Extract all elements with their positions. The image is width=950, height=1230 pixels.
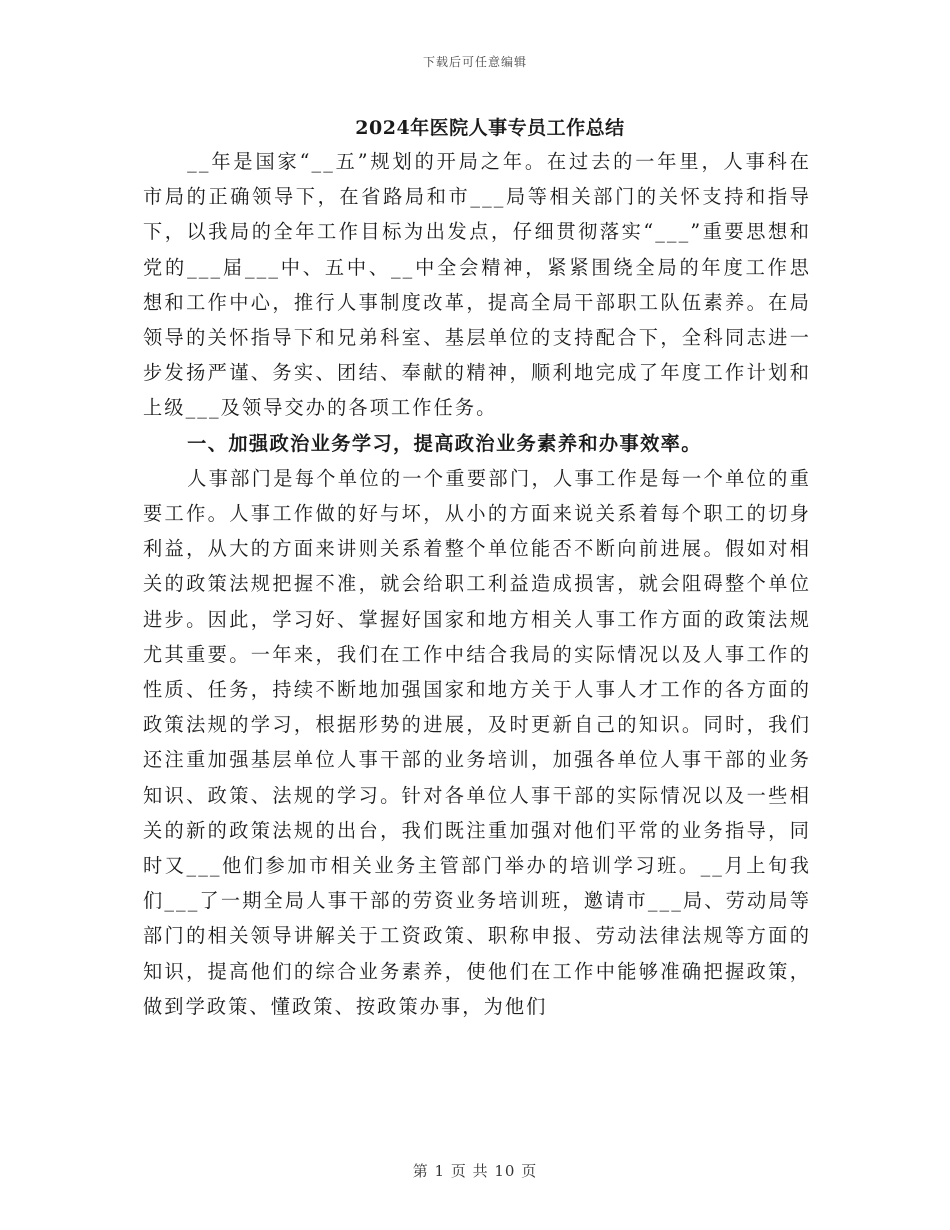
intro-paragraph: __年是国家“__五”规划的开局之年。在过去的一年里，人事科在市局的正确领导下，在省路局和市___局等相关部门的关怀支持和指导下，以我局的全年工作目标为出发点，仔细贯彻落实“___”重要思想和党的___届___中、五中、__中全会精神，紧紧围绕全局的年度工作思想和工作中心，推行人事制度改革，提高全局干部职工队伍素养。在局领导的关怀指导下和兄弟科室、基层单位的支持配合下，全科同志进一步发扬严谨、务实、团结、奉献的精神，顺利地完成了年度工作计划和上级___及领导交办的各项工作任务。	[143, 150, 811, 420]
page-header-note: 下载后可任意编辑	[422, 55, 527, 69]
section-heading-1: 一、加强政治业务学习，提高政治业务素养和办事效率。	[187, 431, 702, 455]
section-1-paragraph: 人事部门是每个单位的一个重要部门，人事工作是每一个单位的重要工作。人事工作做的好与坏，从小的方面来说关系着每个职工的切身利益，从大的方面来讲则关系着整个单位能否不断向前进展。假如对相关的政策法规把握不准，就会给职工利益造成损害，就会阻碍整个单位进步。因此，学习好、掌握好国家和地方相关人事工作方面的政策法规尤其重要。一年来，我们在工作中结合我局的实际情况以及人事工作的性质、任务，持续不断地加强国家和地方关于人事人才工作的各方面的政策法规的学习，根据形势的进展，及时更新自己的知识。同时，我们还注重加强基层单位人事干部的业务培训，加强各单位人事干部的业务知识、政策、法规的学习。针对各单位人事干部的实际情况以及一些相关的新的政策法规的出台，我们既注重加强对他们平常的业务指导，同时又___他们参加市相关业务主管部门举办的培训学习班。__月上旬我们___了一期全局人事干部的劳资业务培训班，邀请市___局、劳动局等部门的相关领导讲解关于工资政策、职称申报、劳动法律法规等方面的知识，提高他们的综合业务素养，使他们在工作中能够准确把握政策，做到学政策、懂政策、按政策办事，为他们	[143, 466, 811, 1018]
document-title: 2024年医院人事专员工作总结	[355, 117, 625, 139]
page-number-footer: 第 1 页 共 10 页	[412, 1162, 538, 1180]
document-body	[143, 144, 811, 1024]
